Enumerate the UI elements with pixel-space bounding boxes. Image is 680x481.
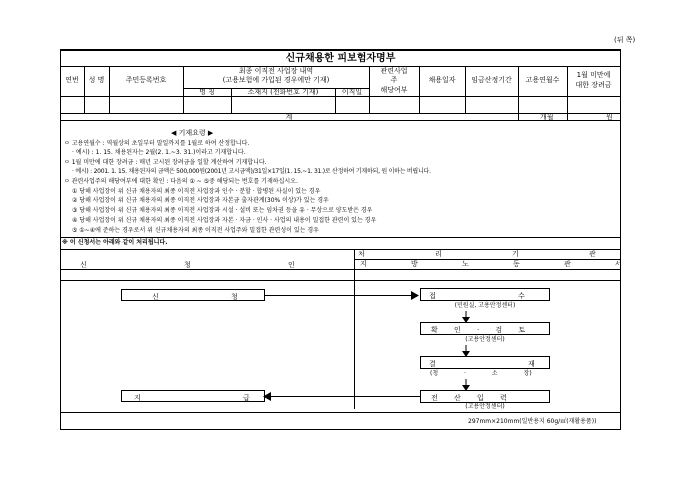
header-wage-period: 임금산정기간	[471, 76, 512, 84]
header-related-l3: 해당여부	[380, 86, 408, 94]
guide-item: ③ 당해 사업장이 위 신규 채용자의 최종 이직전 사업장과 시설 · 설비 또는 임차권 등을 유 · 무상으로 양도받은 경우	[72, 207, 373, 214]
header-hire-date: 채용일자	[428, 76, 456, 84]
guide-line: ㅇ 고용연월수 : 역월상의 초일부터 말일까지를 1월로 하여 산정합니다.	[64, 140, 250, 147]
form-title: 신규채용한 피보험자명부	[285, 53, 396, 64]
guide-item: ② 당해 사업장이 위 신규 채용자의 최종 이직전 사업장과 자본금 출자관계(30% 이상)가 있는 경우	[72, 197, 329, 204]
receipt-step-note: (민원실, 고용안정센터)	[454, 302, 516, 309]
process-heading: ※ 이 신청서는 아래와 같이 처리됩니다.	[62, 239, 168, 246]
guide-heading: ◀ 기재요령 ▶	[171, 129, 214, 137]
header-prev-name: 명 칭	[199, 88, 215, 96]
total-months-unit: 개월	[540, 113, 554, 121]
total-won-unit: 원	[606, 113, 613, 121]
guide-item: ④ 당해 사업장이 위 신규 채용자의 최종 이직전 사업장과 자본 · 자금 · 인사 · 사업의 내용이 밀접한 관련이 있는 경우	[72, 217, 377, 224]
total-label: 계	[285, 113, 293, 121]
approval-step-note: (청 · 소 장)	[430, 370, 532, 377]
payment-step-box: 지 급	[121, 390, 265, 402]
data-entry-step-note: (고용안정센터)	[465, 403, 505, 410]
guide-line: · 예시) : 1. 15. 채용된자는 2월(2. 1.~3. 31.)이라고 기재합니다.	[72, 149, 246, 156]
header-no: 연번	[65, 76, 79, 84]
review-step-box: 확 인 · 검 토	[420, 322, 550, 335]
guide-item: ① 당해 사업장이 위 신규 채용자의 최종 이직전 사업장과 인수 · 분할 · 합병된 사실이 있는 경우	[72, 188, 321, 195]
page-side-label: (뒤 쪽)	[614, 36, 636, 44]
applicant-column-header: 신 청 인	[80, 261, 295, 269]
header-prev-location: 소재지 (전화번호 기재)	[247, 88, 319, 96]
paper-spec: 297mm×210mm(일반용지 60g/㎡(재활용품))	[468, 418, 597, 425]
header-name: 성 명	[88, 76, 105, 84]
header-prev-leave-date: 이직일	[341, 88, 363, 96]
arrow-right-icon	[411, 291, 419, 300]
guide-line: · 예시) : 2001. 1. 15. 채용된자의 금액은 500,000원(2001년 고시금액)/31일×17일(1. 15.~1. 31.)로 산정하여 기재하되, 원 이하는 버립니다.	[72, 168, 431, 175]
review-step-note: (고용안정센터)	[465, 336, 505, 343]
header-monthly-count: 고용연월수	[525, 76, 560, 84]
header-under-month-l1: 1월 미만에	[576, 71, 611, 79]
office-column-subheader: 지 방 노 동 관 서	[360, 260, 622, 268]
apply-step-box: 신 청	[121, 289, 265, 301]
header-under-month-l2: 대한 장려금	[575, 81, 612, 89]
office-column-header: 처 리 기 관	[358, 250, 596, 258]
guide-item: ⑤ ①~④에 준하는 경우로서 위 신규채용자의 최종 이직전 사업주와 밀접한 관련성이 있는 경우	[72, 227, 319, 234]
header-related-l2: 주	[390, 76, 398, 84]
guide-line: ㅇ 1월 미만에 대한 장려금 : 매년 고시된 장려금을 일할 계산하여 기재합니다.	[64, 159, 267, 166]
header-resident-number: 주민등록번호	[125, 76, 167, 84]
header-prev-workplace-note: (고용보험에 가입된 경우에만 기재)	[222, 76, 330, 84]
receipt-step-box: 접 수	[420, 288, 550, 301]
approval-step-box: 결 재	[420, 356, 550, 369]
header-prev-workplace: 최종 이직전 사업장 내역	[238, 67, 314, 75]
header-related-l1: 관련사업	[380, 67, 408, 75]
data-entry-step-box: 전 산 입 력	[420, 390, 550, 403]
guide-line: ㅇ 관련사업주의 해당여부에 대한 확인 : 다음의 ① ~ ⑤중 해당되는 번호를 기재하십시오.	[64, 178, 298, 185]
